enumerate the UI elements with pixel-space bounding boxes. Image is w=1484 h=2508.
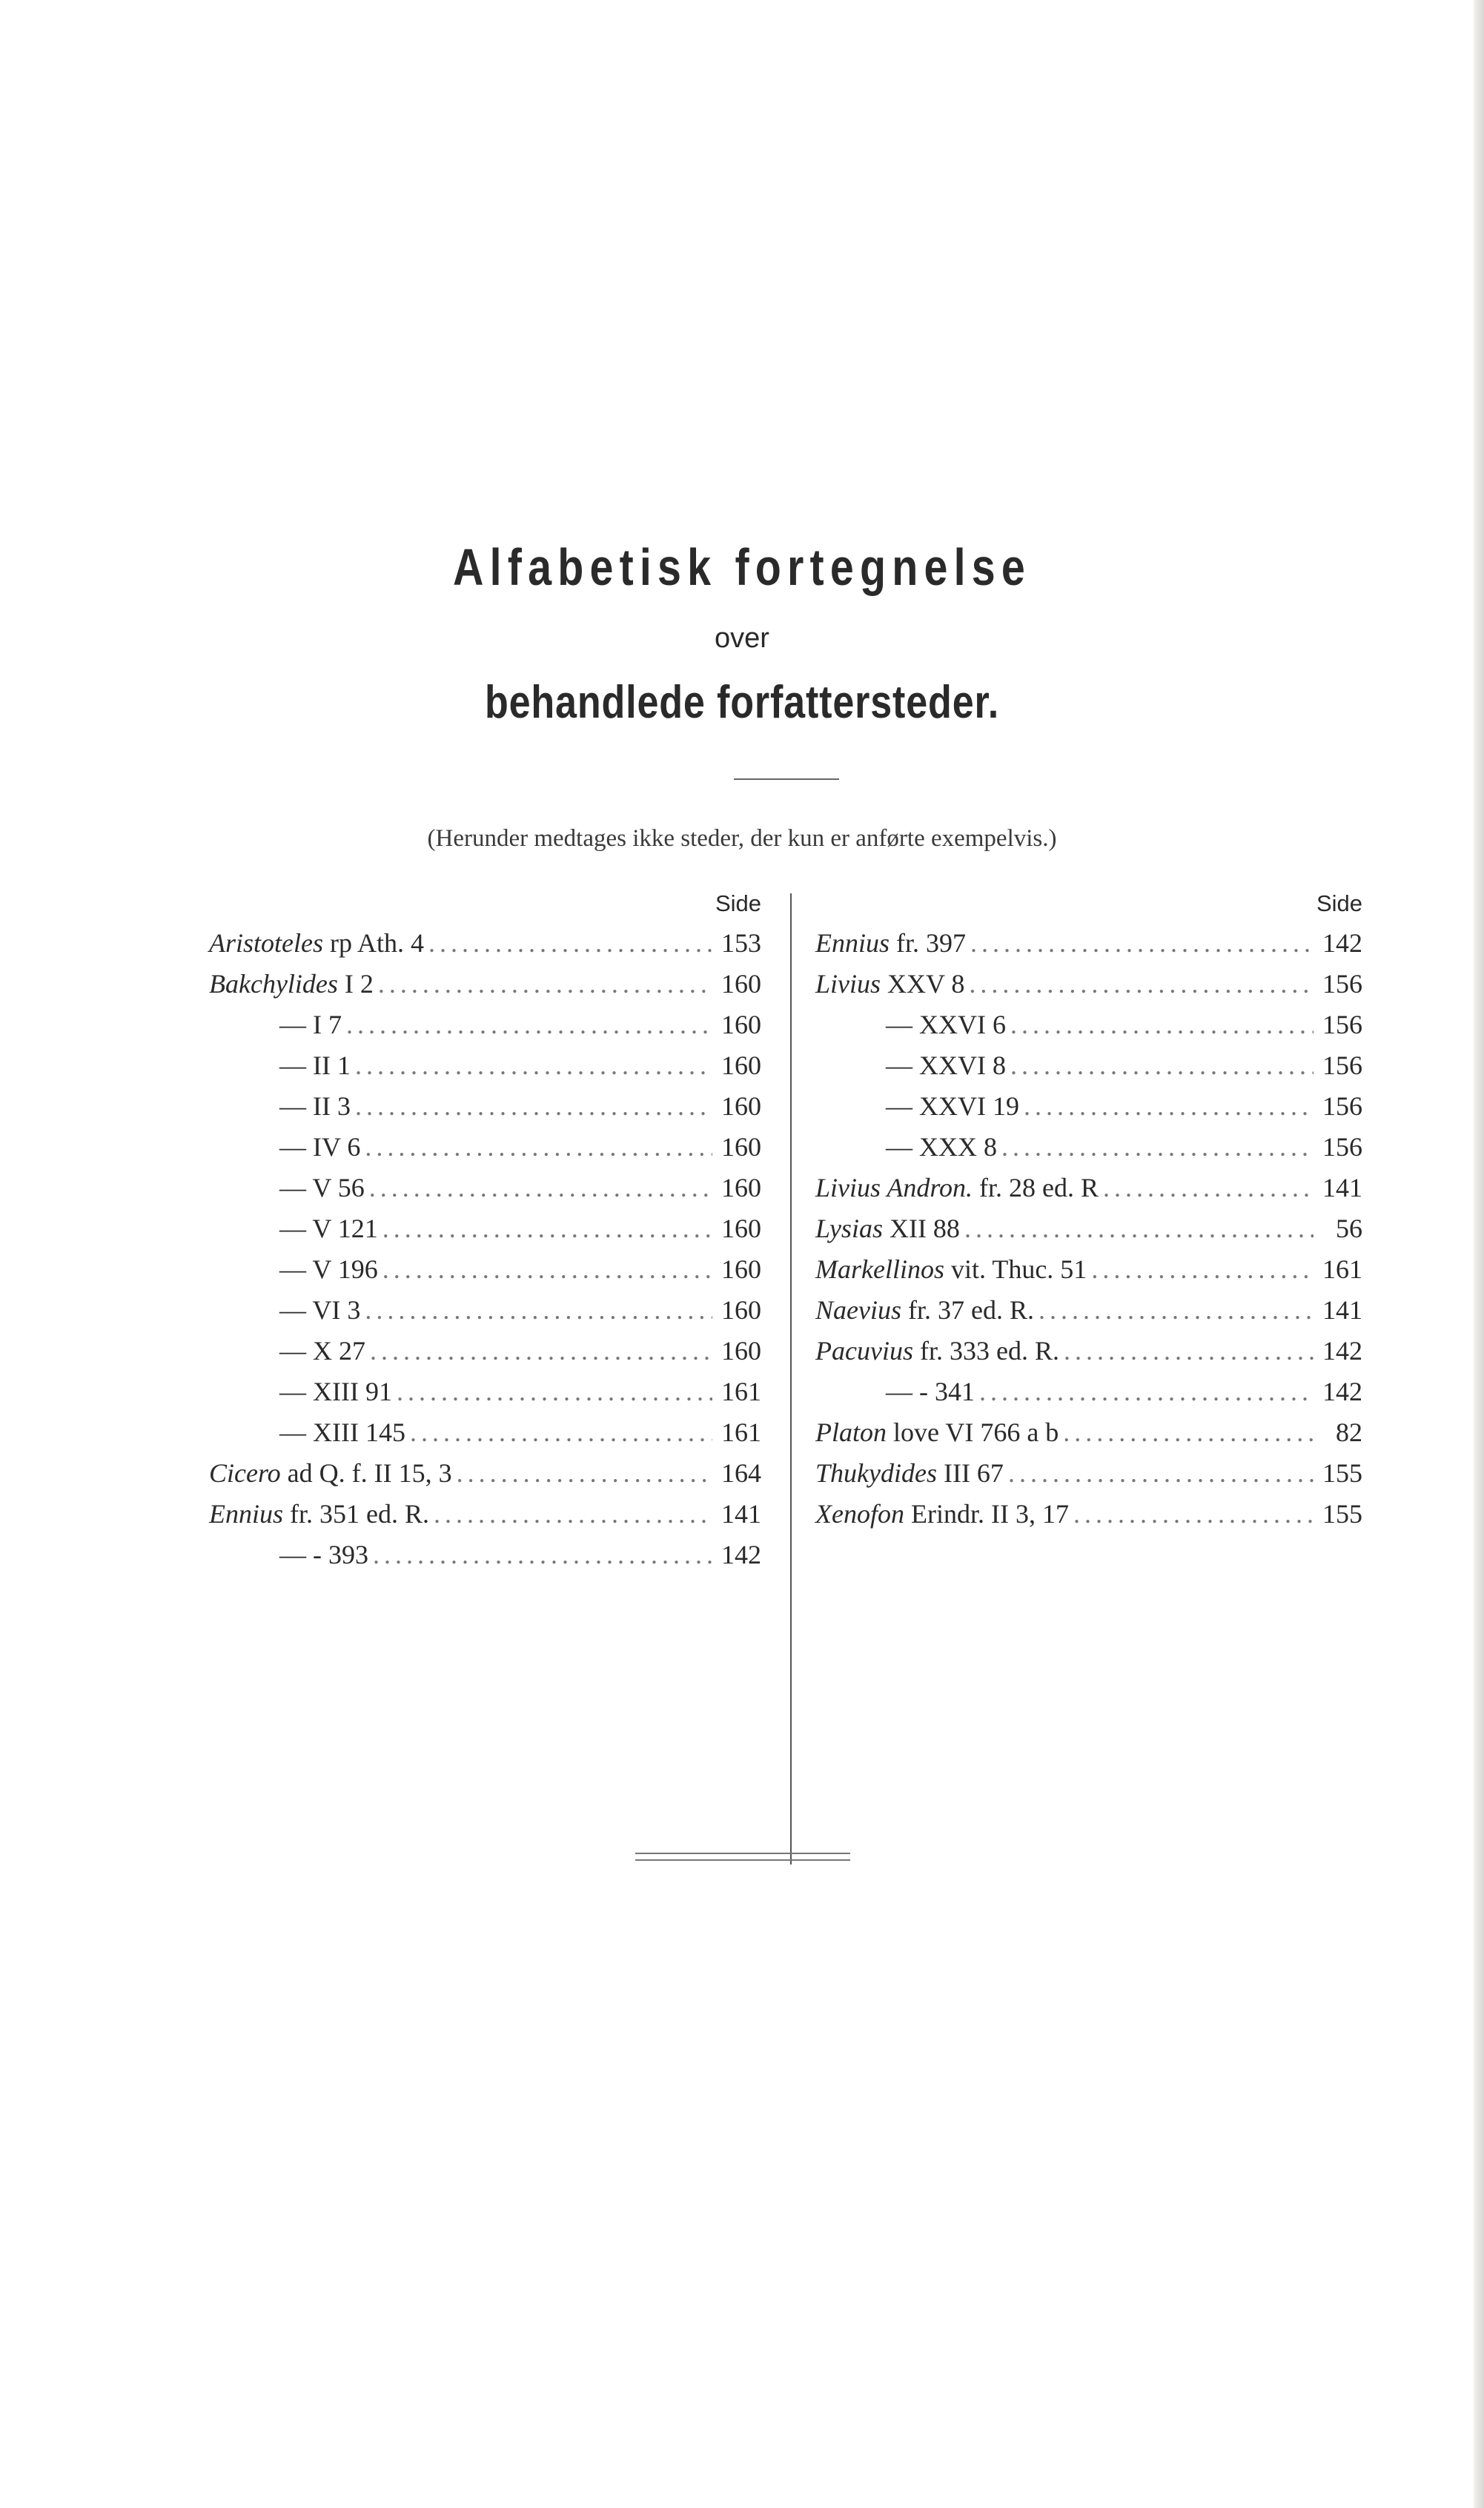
title-connector: over xyxy=(715,623,769,654)
index-entry xyxy=(209,923,761,964)
entry-reference xyxy=(209,1005,342,1045)
entry-reference xyxy=(815,1005,1006,1045)
entry-reference xyxy=(815,923,966,964)
page-number: 142 xyxy=(721,1540,761,1569)
index-entry xyxy=(209,1494,761,1535)
entry-reference xyxy=(209,1290,360,1331)
index-entry xyxy=(815,1412,1362,1453)
index-entry xyxy=(209,1412,761,1453)
entry-reference xyxy=(209,923,424,964)
author-name: Livius Andron. xyxy=(815,1173,973,1202)
passage-ref: — II 1 xyxy=(279,1050,351,1080)
entry-reference xyxy=(815,964,964,1005)
dot-leader xyxy=(378,1249,712,1290)
entry-reference xyxy=(209,1249,378,1290)
entry-reference xyxy=(815,1494,1069,1535)
page-subtitle: behandlede forfattersteder. xyxy=(484,677,1000,728)
page-number: 56 xyxy=(1336,1214,1362,1243)
dot-leader xyxy=(975,1372,1314,1412)
dot-leader xyxy=(1006,1005,1314,1045)
index-entry xyxy=(209,1535,761,1575)
dot-leader xyxy=(1019,1086,1314,1127)
page-number: 160 xyxy=(721,969,761,999)
index-entry xyxy=(209,1127,761,1168)
index-entry xyxy=(815,1453,1362,1494)
page-number: 156 xyxy=(1322,1050,1362,1080)
page-number: 161 xyxy=(1322,1254,1362,1284)
dot-leader xyxy=(960,1208,1314,1249)
page-number: 160 xyxy=(721,1336,761,1366)
inclusion-note: (Herunder medtages ikke steder, der kun er anførte exempelvis.) xyxy=(427,825,1057,852)
author-name: Aristoteles xyxy=(209,928,323,958)
page-number: 82 xyxy=(1336,1417,1362,1447)
entry-reference xyxy=(815,1168,1099,1208)
entry-reference xyxy=(209,1208,378,1249)
passage-ref: fr. 397 xyxy=(890,928,967,958)
page-number: 160 xyxy=(721,1132,761,1162)
dot-leader xyxy=(374,964,712,1005)
passage-ref: — XXVI 6 xyxy=(886,1010,1006,1039)
entry-reference xyxy=(209,1168,365,1208)
side-column-header: Side xyxy=(1316,890,1362,916)
index-entry xyxy=(815,1086,1362,1127)
passage-ref: vit. Thuc. 51 xyxy=(944,1254,1087,1284)
page-number: 160 xyxy=(721,1254,761,1284)
dot-leader xyxy=(1006,1045,1314,1086)
page-number: 141 xyxy=(1322,1173,1362,1202)
passage-ref: rp Ath. 4 xyxy=(322,928,424,958)
index-entry xyxy=(209,1249,761,1290)
entry-reference xyxy=(209,1372,392,1412)
page-number: 141 xyxy=(1322,1295,1362,1325)
dot-leader xyxy=(351,1086,712,1127)
dot-leader xyxy=(997,1127,1314,1168)
entry-reference xyxy=(209,1494,429,1535)
passage-ref: ad Q. f. II 15, 3 xyxy=(280,1458,452,1488)
page-number: 156 xyxy=(1322,1010,1362,1039)
page-number: 164 xyxy=(721,1458,761,1488)
entry-reference xyxy=(209,1412,405,1453)
index-entry xyxy=(209,1168,761,1208)
dot-leader xyxy=(360,1127,712,1168)
index-entries-right xyxy=(815,923,1362,1535)
index-entry xyxy=(815,1372,1362,1412)
index-entry xyxy=(815,923,1362,964)
author-name: Livius xyxy=(815,969,881,999)
author-name: Lysias xyxy=(815,1214,883,1243)
page-edge-shadow xyxy=(1474,0,1484,2508)
dot-leader xyxy=(1087,1249,1314,1290)
index-column-right xyxy=(815,884,1362,1535)
entry-reference xyxy=(209,1535,368,1575)
passage-ref: Erindr. II 3, 17 xyxy=(904,1499,1069,1529)
dot-leader xyxy=(365,1168,712,1208)
index-column-left xyxy=(209,884,761,1575)
index-entry xyxy=(209,1005,761,1045)
dot-leader xyxy=(365,1331,712,1372)
passage-ref: I 2 xyxy=(337,969,374,999)
dot-leader xyxy=(392,1372,712,1412)
passage-ref: — VI 3 xyxy=(279,1295,361,1325)
author-name: Platon xyxy=(815,1417,887,1447)
entry-reference xyxy=(815,1086,1019,1127)
dot-leader xyxy=(424,923,712,964)
passage-ref: — V 56 xyxy=(279,1173,365,1202)
title-divider xyxy=(734,778,839,780)
entry-reference xyxy=(815,1453,1004,1494)
author-name: Ennius xyxy=(815,928,890,958)
dot-leader xyxy=(1059,1331,1314,1372)
index-entry xyxy=(815,1331,1362,1372)
entry-reference xyxy=(209,1086,351,1127)
dot-leader xyxy=(1099,1168,1314,1208)
page-title: Alfabetisk fortegnelse xyxy=(452,538,1032,596)
dot-leader xyxy=(429,1494,712,1535)
page-number: 160 xyxy=(721,1050,761,1080)
index-entry xyxy=(815,1127,1362,1168)
dot-leader xyxy=(966,923,1314,964)
page-number: 156 xyxy=(1322,969,1362,999)
passage-ref: fr. 28 ed. R xyxy=(973,1173,1099,1202)
dot-leader xyxy=(452,1453,712,1494)
author-name: Thukydides xyxy=(815,1458,937,1488)
page-number: 161 xyxy=(721,1377,761,1406)
dot-leader xyxy=(1004,1453,1314,1494)
entry-reference xyxy=(209,1331,365,1372)
author-name: Naevius xyxy=(815,1295,901,1325)
index-entry xyxy=(815,964,1362,1005)
index-entry xyxy=(815,1494,1362,1535)
index-entry xyxy=(815,1290,1362,1331)
entry-reference xyxy=(815,1249,1087,1290)
passage-ref: — X 27 xyxy=(279,1336,365,1366)
index-entry xyxy=(209,1453,761,1494)
entry-reference xyxy=(815,1331,1059,1372)
entry-reference xyxy=(815,1290,1034,1331)
passage-ref: — I 7 xyxy=(279,1010,342,1039)
dot-leader xyxy=(342,1005,712,1045)
passage-ref: — XIII 145 xyxy=(279,1417,405,1447)
page-number: 156 xyxy=(1322,1132,1362,1162)
passage-ref: — V 121 xyxy=(279,1214,378,1243)
passage-ref: — XIII 91 xyxy=(279,1377,392,1406)
author-name: Ennius xyxy=(209,1499,284,1529)
page-number: 160 xyxy=(721,1214,761,1243)
index-entry xyxy=(209,1045,761,1086)
index-entry xyxy=(209,1290,761,1331)
author-name: Markellinos xyxy=(815,1254,944,1284)
index-entry xyxy=(815,1208,1362,1249)
page-number: 161 xyxy=(721,1417,761,1447)
page-number: 156 xyxy=(1322,1091,1362,1121)
entry-reference xyxy=(209,1127,360,1168)
page-number: 160 xyxy=(721,1173,761,1202)
index-entries-left xyxy=(209,923,761,1575)
passage-ref: fr. 351 ed. R. xyxy=(283,1499,429,1529)
passage-ref: — IV 6 xyxy=(279,1132,361,1162)
passage-ref: III 67 xyxy=(936,1458,1004,1488)
page-number: 141 xyxy=(721,1499,761,1529)
page-number: 155 xyxy=(1322,1458,1362,1488)
passage-ref: — XXVI 8 xyxy=(886,1050,1006,1080)
page-number: 160 xyxy=(721,1010,761,1039)
entry-reference xyxy=(209,964,374,1005)
page-number: 142 xyxy=(1322,1377,1362,1406)
dot-leader xyxy=(1034,1290,1314,1331)
author-name: Pacuvius xyxy=(815,1336,913,1366)
entry-reference xyxy=(209,1453,452,1494)
index-entry xyxy=(209,1331,761,1372)
page-number: 160 xyxy=(721,1091,761,1121)
page-number: 160 xyxy=(721,1295,761,1325)
entry-reference xyxy=(209,1045,351,1086)
passage-ref: — - 341 xyxy=(886,1377,975,1406)
passage-ref: love VI 766 a b xyxy=(887,1417,1059,1447)
page-number: 153 xyxy=(721,928,761,958)
index-entry xyxy=(815,1249,1362,1290)
entry-reference xyxy=(815,1208,960,1249)
entry-reference xyxy=(815,1372,975,1412)
index-entry xyxy=(815,1168,1362,1208)
index-entry xyxy=(209,1372,761,1412)
author-name: Cicero xyxy=(209,1458,281,1488)
index-entry xyxy=(209,1208,761,1249)
passage-ref: fr. 37 ed. R. xyxy=(901,1295,1034,1325)
column-divider xyxy=(790,893,792,1865)
entry-reference xyxy=(815,1127,997,1168)
dot-leader xyxy=(1069,1494,1314,1535)
dot-leader xyxy=(1059,1412,1314,1453)
end-rule-top xyxy=(635,1853,850,1854)
dot-leader xyxy=(360,1290,712,1331)
page-number: 142 xyxy=(1322,1336,1362,1366)
passage-ref: fr. 333 ed. R. xyxy=(912,1336,1059,1366)
dot-leader xyxy=(964,964,1314,1005)
entry-reference xyxy=(815,1412,1059,1453)
entry-reference xyxy=(815,1045,1006,1086)
passage-ref: — V 196 xyxy=(279,1254,378,1284)
index-entry xyxy=(209,1086,761,1127)
passage-ref: XII 88 xyxy=(882,1214,960,1243)
passage-ref: — XXVI 19 xyxy=(886,1091,1019,1121)
index-entry xyxy=(209,964,761,1005)
author-name: Bakchylides xyxy=(209,969,338,999)
passage-ref: XXV 8 xyxy=(881,969,965,999)
index-entry xyxy=(815,1005,1362,1045)
side-column-header: Side xyxy=(715,890,761,916)
dot-leader xyxy=(405,1412,712,1453)
page-number: 155 xyxy=(1322,1499,1362,1529)
passage-ref: — - 393 xyxy=(279,1540,368,1569)
passage-ref: — II 3 xyxy=(279,1091,351,1121)
dot-leader xyxy=(351,1045,712,1086)
dot-leader xyxy=(378,1208,712,1249)
passage-ref: — XXX 8 xyxy=(886,1132,997,1162)
dot-leader xyxy=(368,1535,712,1575)
end-rule-bottom xyxy=(635,1859,850,1861)
author-name: Xenofon xyxy=(815,1499,904,1529)
index-entry xyxy=(815,1045,1362,1086)
page-number: 142 xyxy=(1322,928,1362,958)
